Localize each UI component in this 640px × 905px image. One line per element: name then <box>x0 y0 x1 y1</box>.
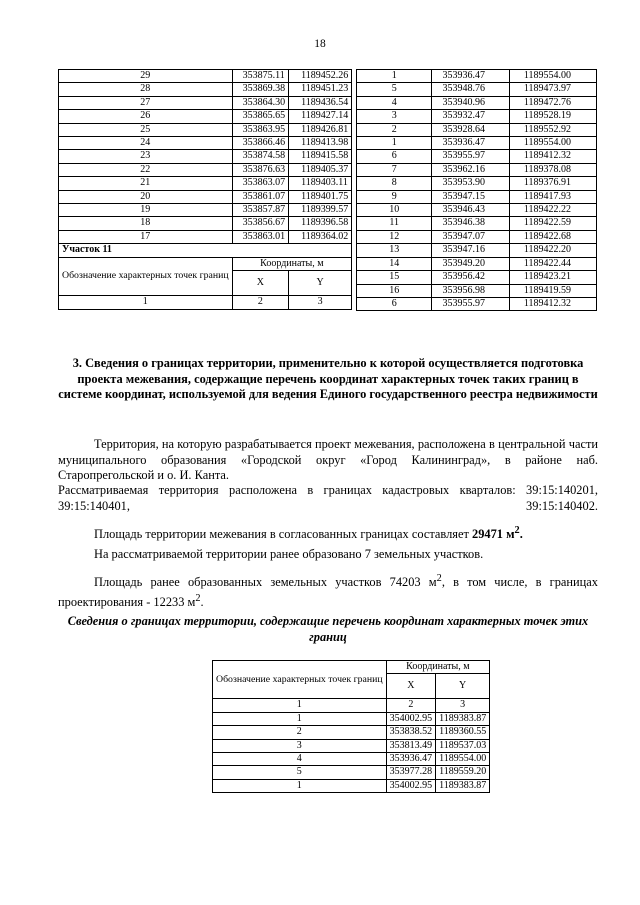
table-row <box>357 110 597 123</box>
y-coord-cell: 1189415.58 <box>289 150 352 163</box>
col-num-3: 3 <box>436 699 490 712</box>
col-num-row <box>213 699 490 712</box>
col-num-row <box>59 296 352 309</box>
y-coord-cell: 1189422.22 <box>509 204 596 217</box>
point-id-cell: 16 <box>357 284 432 297</box>
paragraph-parcels: На рассматриваемой территории ранее образовано 7 земельных участков. <box>94 547 484 561</box>
point-id-cell: 24 <box>59 137 233 150</box>
table-row <box>357 271 597 284</box>
table-row <box>357 163 597 176</box>
y-coord-cell: 1189537.03 <box>436 739 490 752</box>
point-id-cell: 13 <box>357 244 432 257</box>
table-row <box>357 284 597 297</box>
y-coord-cell: 1189528.19 <box>509 110 596 123</box>
x-coord-cell: 353940.96 <box>432 96 509 109</box>
table-row <box>213 779 490 792</box>
point-id-cell: 19 <box>59 204 233 217</box>
y-coord-cell: 1189452.26 <box>289 70 352 83</box>
x-coord-cell: 353866.46 <box>232 137 289 150</box>
point-id-cell: 3 <box>213 739 387 752</box>
x-coord-cell: 353856.67 <box>232 217 289 230</box>
point-id-cell: 4 <box>213 753 387 766</box>
header-row <box>213 661 490 674</box>
x-coord-cell: 353956.42 <box>432 271 509 284</box>
point-id-cell: 6 <box>357 150 432 163</box>
parcels-area-sup: 2 <box>436 573 442 584</box>
point-id-cell: 27 <box>59 96 233 109</box>
x-coord-cell: 353874.58 <box>232 150 289 163</box>
y-coord-cell: 1189376.91 <box>509 177 596 190</box>
point-id-cell: 3 <box>357 110 432 123</box>
table-row <box>357 70 597 83</box>
area-sup: 2 <box>514 525 520 536</box>
table-row <box>357 96 597 109</box>
y-coord-cell: 1189451.23 <box>289 83 352 96</box>
right-table-body <box>357 70 597 311</box>
table-row <box>59 163 352 176</box>
x-coord-cell: 354002.95 <box>386 712 436 725</box>
point-id-cell: 22 <box>59 163 233 176</box>
x-coord-cell: 353956.98 <box>432 284 509 297</box>
y-coord-cell: 1189378.08 <box>509 163 596 176</box>
y-coord-cell: 1189554.00 <box>436 753 490 766</box>
x-coord-cell: 353936.47 <box>432 70 509 83</box>
x-coord-cell: 353947.15 <box>432 190 509 203</box>
col-num-2: 2 <box>232 296 289 309</box>
y-coord-cell: 1189403.11 <box>289 177 352 190</box>
x-coord-cell: 353946.43 <box>432 204 509 217</box>
table-row <box>59 217 352 230</box>
y-coord-cell: 1189417.93 <box>509 190 596 203</box>
area-value <box>472 527 523 541</box>
x-coord-cell: 353949.20 <box>432 257 509 270</box>
x-coord-cell: 353962.16 <box>432 163 509 176</box>
header-y: Y <box>436 674 490 699</box>
point-id-cell: 5 <box>213 766 387 779</box>
table-row <box>357 190 597 203</box>
table-row <box>213 753 490 766</box>
table-row <box>213 726 490 739</box>
section-3-title: 3. Сведения о границах территории, применительно к которой осуществляется подготовка проекта межевания, содержащие перечень координат характерных точек таких границ в системе координат, используемой для ведения Единого государственного реестра недвижимости <box>58 356 598 401</box>
area-text: Площадь территории межевания в согласованных границах составляет <box>94 527 472 542</box>
x-coord-cell: 353875.11 <box>232 70 289 83</box>
point-id-cell: 1 <box>357 137 432 150</box>
point-id-cell: 17 <box>59 230 233 243</box>
table-row <box>357 123 597 136</box>
header-point: Обозначение характерных точек границ <box>59 257 233 295</box>
y-coord-cell: 1189383.87 <box>436 712 490 725</box>
y-coord-cell: 1189413.98 <box>289 137 352 150</box>
header-row <box>59 257 352 270</box>
point-id-cell: 10 <box>357 204 432 217</box>
table-row <box>59 190 352 203</box>
point-id-cell: 7 <box>357 163 432 176</box>
header-x: X <box>386 674 436 699</box>
table-row <box>357 244 597 257</box>
table-row <box>357 204 597 217</box>
point-id-cell: 11 <box>357 217 432 230</box>
x-coord-cell: 353948.76 <box>432 83 509 96</box>
y-coord-cell: 1189422.68 <box>509 230 596 243</box>
x-coord-cell: 353813.49 <box>386 739 436 752</box>
header-point: Обозначение характерных точек границ <box>213 661 387 699</box>
y-coord-cell: 1189401.75 <box>289 190 352 203</box>
table-row <box>357 150 597 163</box>
y-coord-cell: 1189412.32 <box>509 150 596 163</box>
x-coord-cell: 353928.64 <box>432 123 509 136</box>
y-coord-cell: 1189554.00 <box>509 137 596 150</box>
point-id-cell: 6 <box>357 297 432 310</box>
table-row <box>357 137 597 150</box>
table-row <box>59 137 352 150</box>
point-id-cell: 26 <box>59 110 233 123</box>
paragraph-parcels-area <box>58 571 598 610</box>
y-coord-cell: 1189552.92 <box>509 123 596 136</box>
x-coord-cell: 353864.30 <box>232 96 289 109</box>
y-coord-cell: 1189405.37 <box>289 163 352 176</box>
x-coord-cell: 353876.63 <box>232 163 289 176</box>
table-row <box>357 257 597 270</box>
x-coord-cell: 353863.01 <box>232 230 289 243</box>
table-row <box>59 123 352 136</box>
col-num-3: 3 <box>289 296 352 309</box>
subtitle: Сведения о границах территории, содержащие перечень координат характерных точек этих границ <box>67 614 589 644</box>
parcels-area-end: . <box>200 594 204 609</box>
table-row <box>59 70 352 83</box>
point-id-cell: 25 <box>59 123 233 136</box>
point-id-cell: 18 <box>59 217 233 230</box>
header-x: X <box>232 271 289 296</box>
point-id-cell: 2 <box>213 726 387 739</box>
point-id-cell: 2 <box>357 123 432 136</box>
table-row <box>213 766 490 779</box>
point-id-cell: 1 <box>213 712 387 725</box>
table-row <box>59 150 352 163</box>
table-row <box>59 177 352 190</box>
x-coord-cell: 353955.97 <box>432 297 509 310</box>
y-coord-cell: 1189383.87 <box>436 779 490 792</box>
table-row <box>357 230 597 243</box>
table-row <box>59 110 352 123</box>
point-id-cell: 28 <box>59 83 233 96</box>
paragraph-area <box>58 523 598 543</box>
bottom-coordinates-table <box>212 660 490 793</box>
col-num-1: 1 <box>213 699 387 712</box>
point-id-cell: 9 <box>357 190 432 203</box>
table-row <box>59 83 352 96</box>
y-coord-cell: 1189436.54 <box>289 96 352 109</box>
y-coord-cell: 1189360.55 <box>436 726 490 739</box>
y-coord-cell: 1189473.97 <box>509 83 596 96</box>
y-coord-cell: 1189472.76 <box>509 96 596 109</box>
table-row <box>357 83 597 96</box>
section-label-row <box>59 244 352 257</box>
area-end: . <box>519 527 523 542</box>
section-label: Участок 11 <box>59 244 352 257</box>
left-coordinates-table <box>58 69 352 310</box>
x-coord-cell: 353861.07 <box>232 190 289 203</box>
x-coord-cell: 353865.65 <box>232 110 289 123</box>
y-coord-cell: 1189427.14 <box>289 110 352 123</box>
y-coord-cell: 1189422.44 <box>509 257 596 270</box>
point-id-cell: 1 <box>357 70 432 83</box>
bottom-table-body <box>213 712 490 792</box>
table-row <box>213 712 490 725</box>
area-value-text: 29471 м <box>472 527 515 542</box>
col-num-1: 1 <box>59 296 233 309</box>
point-id-cell: 21 <box>59 177 233 190</box>
left-table-body <box>59 70 352 244</box>
point-id-cell: 8 <box>357 177 432 190</box>
x-coord-cell: 353936.47 <box>432 137 509 150</box>
point-id-cell: 15 <box>357 271 432 284</box>
point-id-cell: 1 <box>213 779 387 792</box>
x-coord-cell: 353863.95 <box>232 123 289 136</box>
x-coord-cell: 353946.38 <box>432 217 509 230</box>
parcels-area-sup2: 2 <box>195 592 201 604</box>
x-coord-cell: 353863.07 <box>232 177 289 190</box>
table-row <box>357 177 597 190</box>
header-coords: Координаты, м <box>232 257 352 270</box>
parcels-area-a: Площадь ранее образованных земельных участков 74203 м <box>94 575 437 590</box>
x-coord-cell: 353838.52 <box>386 726 436 739</box>
y-coord-cell: 1189426.81 <box>289 123 352 136</box>
table-row <box>213 739 490 752</box>
point-id-cell: 12 <box>357 230 432 243</box>
x-coord-cell: 353936.47 <box>386 753 436 766</box>
x-coord-cell: 353947.07 <box>432 230 509 243</box>
y-coord-cell: 1189559.20 <box>436 766 490 779</box>
point-id-cell: 4 <box>357 96 432 109</box>
page-number: 18 <box>314 38 326 50</box>
x-coord-cell: 353977.28 <box>386 766 436 779</box>
table-row <box>59 230 352 243</box>
header-coords: Координаты, м <box>386 661 490 674</box>
header-y: Y <box>289 271 352 296</box>
right-coordinates-table <box>356 69 597 311</box>
table-row <box>59 96 352 109</box>
y-coord-cell: 1189422.20 <box>509 244 596 257</box>
point-id-cell: 23 <box>59 150 233 163</box>
y-coord-cell: 1189399.57 <box>289 204 352 217</box>
x-coord-cell: 354002.95 <box>386 779 436 792</box>
table-row <box>59 204 352 217</box>
x-coord-cell: 353953.90 <box>432 177 509 190</box>
point-id-cell: 29 <box>59 70 233 83</box>
y-coord-cell: 1189412.32 <box>509 297 596 310</box>
table-row <box>357 217 597 230</box>
y-coord-cell: 1189364.02 <box>289 230 352 243</box>
y-coord-cell: 1189422.59 <box>509 217 596 230</box>
col-num-2: 2 <box>386 699 436 712</box>
paragraph-territory: Территория, на которую разрабатывается проект межевания, расположена в центральной части муниципального образования «Городской округ «Город Калининград», в районе наб. Старопрегольской и о. И. Канта. <box>58 437 598 482</box>
paragraph-cadastral: Рассматриваемая территория расположена в границах кадастровых кварталов: 39:15:140201, 39:15:140401, 39:15:140402. <box>58 483 598 513</box>
y-coord-cell: 1189419.59 <box>509 284 596 297</box>
table-row <box>357 297 597 310</box>
x-coord-cell: 353857.87 <box>232 204 289 217</box>
x-coord-cell: 353955.97 <box>432 150 509 163</box>
y-coord-cell: 1189554.00 <box>509 70 596 83</box>
y-coord-cell: 1189396.58 <box>289 217 352 230</box>
x-coord-cell: 353932.47 <box>432 110 509 123</box>
x-coord-cell: 353947.16 <box>432 244 509 257</box>
point-id-cell: 5 <box>357 83 432 96</box>
y-coord-cell: 1189423.21 <box>509 271 596 284</box>
x-coord-cell: 353869.38 <box>232 83 289 96</box>
point-id-cell: 14 <box>357 257 432 270</box>
parcels-area-b: , в том числе, в границах проектирования - 12233 м <box>58 575 598 609</box>
point-id-cell: 20 <box>59 190 233 203</box>
